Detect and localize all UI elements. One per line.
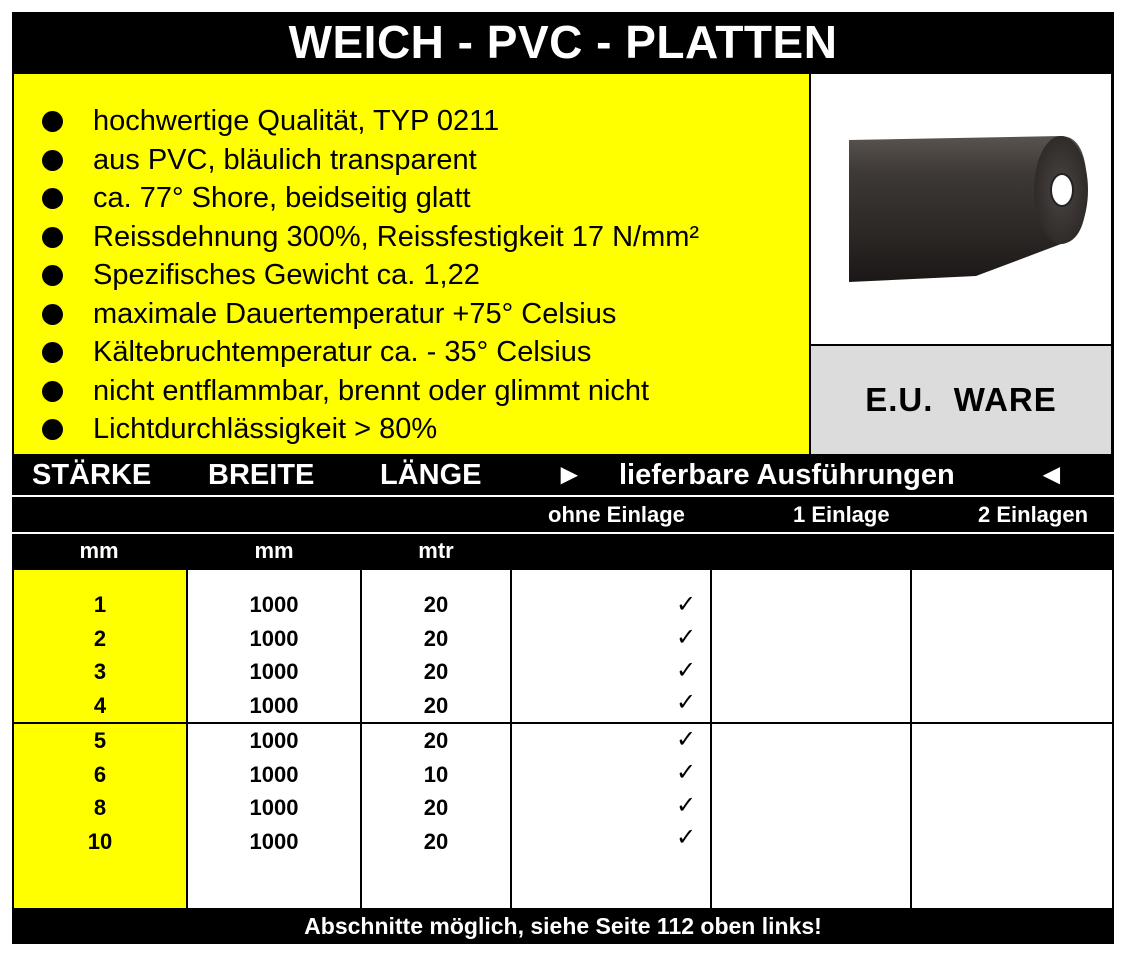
feature-text: hochwertige Qualität, TYP 0211 xyxy=(93,105,500,137)
staerke-value: 5 xyxy=(93,728,107,753)
checkmark-icon: ✓ xyxy=(676,791,697,819)
bullet-icon xyxy=(42,342,63,363)
laenge-value: 20 xyxy=(423,659,449,684)
staerke-value: 8 xyxy=(93,795,107,820)
staerke-value: 2 xyxy=(93,626,107,651)
staerke-value: 10 xyxy=(87,829,113,854)
bullet-icon xyxy=(42,304,63,325)
laenge-value: 20 xyxy=(423,626,449,651)
feature-text: maximale Dauertemperatur +75° Celsius xyxy=(93,297,617,330)
breite-value: 1000 xyxy=(249,693,299,718)
breite-value: 1000 xyxy=(249,659,299,684)
bullet-icon xyxy=(42,227,63,248)
breite-value: 1000 xyxy=(249,762,299,787)
bullet-icon xyxy=(42,419,63,440)
bullet-icon xyxy=(42,265,63,286)
cell-1-einlage-group-1 xyxy=(712,570,910,722)
pvc-roll-image xyxy=(811,74,1111,344)
staerke-value: 6 xyxy=(93,762,107,787)
unit-staerke: mm xyxy=(79,538,119,563)
checkmark-icon: ✓ xyxy=(676,823,697,851)
unit-breite: mm xyxy=(254,538,294,563)
unit-laenge: mtr xyxy=(418,538,454,563)
checkmark-icon: ✓ xyxy=(676,725,697,753)
col-header-1-einlage: 1 Einlage xyxy=(793,502,890,527)
checkmark-icon: ✓ xyxy=(676,688,697,716)
staerke-value: 3 xyxy=(93,659,107,684)
col-header-breite: BREITE xyxy=(208,459,315,491)
col-header-staerke: STÄRKE xyxy=(32,459,152,491)
breite-value: 1000 xyxy=(249,626,299,651)
staerke-value: 1 xyxy=(93,592,107,617)
arrow-left-icon: ◄ xyxy=(1037,459,1066,491)
bullet-icon xyxy=(42,381,63,402)
feature-text: Lichtdurchlässigkeit > 80% xyxy=(93,413,438,445)
feature-text: Spezifisches Gewicht ca. 1,22 xyxy=(93,259,480,291)
feature-text: Reissdehnung 300%, Reissfestigkeit 17 N/mm² xyxy=(93,220,700,253)
footer-note: Abschnitte möglich, siehe Seite 112 oben links! xyxy=(304,913,822,939)
checkmark-icon: ✓ xyxy=(676,656,697,684)
bullet-icon xyxy=(42,150,63,171)
feature-text: aus PVC, bläulich transparent xyxy=(93,143,477,176)
breite-value: 1000 xyxy=(249,829,299,854)
laenge-value: 20 xyxy=(423,829,449,854)
product-sheet xyxy=(12,12,1114,944)
laenge-value: 10 xyxy=(423,762,449,787)
bullet-icon xyxy=(42,188,63,209)
bullet-icon xyxy=(42,111,63,132)
page-title: WEICH - PVC - PLATTEN xyxy=(288,16,838,68)
cell-1-einlage-group-2 xyxy=(712,724,910,908)
laenge-value: 20 xyxy=(423,592,449,617)
checkmark-icon: ✓ xyxy=(676,623,697,651)
laenge-value: 20 xyxy=(423,728,449,753)
feature-text: ca. 77° Shore, beidseitig glatt xyxy=(93,182,471,214)
eu-ware-badge: E.U. WARE xyxy=(811,346,1111,454)
col-header-laenge: LÄNGE xyxy=(380,459,482,491)
cell-2-einlagen-group-1 xyxy=(912,570,1112,722)
feature-text: Kältebruchtemperatur ca. - 35° Celsius xyxy=(93,336,592,368)
staerke-value: 4 xyxy=(93,693,107,718)
cell-2-einlagen-group-2 xyxy=(912,724,1112,908)
col-header-ohne-einlage: ohne Einlage xyxy=(548,502,685,527)
laenge-value: 20 xyxy=(423,693,449,718)
laenge-value: 20 xyxy=(423,795,449,820)
col-header-ausfuehrungen: lieferbare Ausführungen xyxy=(619,459,955,491)
features-panel xyxy=(14,74,809,454)
col-header-2-einlagen: 2 Einlagen xyxy=(978,502,1089,527)
breite-value: 1000 xyxy=(249,592,299,617)
breite-value: 1000 xyxy=(249,728,299,753)
product-photo xyxy=(811,74,1111,344)
feature-text: nicht entflammbar, brennt oder glimmt nicht xyxy=(93,374,650,407)
checkmark-icon: ✓ xyxy=(676,758,697,786)
arrow-right-icon: ► xyxy=(555,459,584,491)
breite-value: 1000 xyxy=(249,795,299,820)
checkmark-icon: ✓ xyxy=(676,590,697,618)
